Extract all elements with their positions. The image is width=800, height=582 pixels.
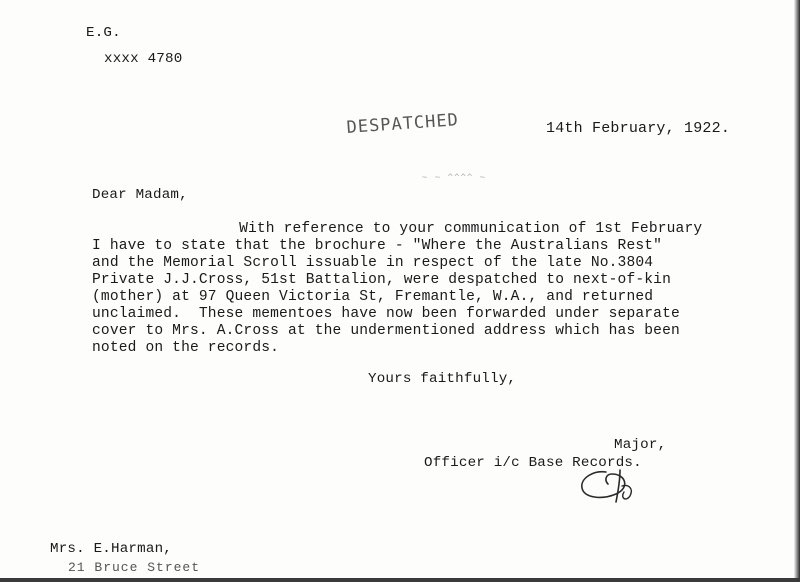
signatory-title: Officer i/c Base Records. — [424, 455, 642, 471]
despatched-stamp: DESPATCHED — [346, 110, 460, 138]
scan-edge-bottom — [0, 578, 800, 582]
closing: Yours faithfully, — [368, 371, 517, 387]
signatory-rank: Major, — [614, 437, 667, 453]
body-line: I have to state that the brochure - "Where the Australians Rest" — [92, 238, 663, 254]
body-line: Private J.J.Cross, 51st Battalion, were despatched to next-of-kin — [92, 272, 671, 288]
body-line: With reference to your communication of 1st February — [150, 221, 703, 237]
letter-date: 14th February, 1922. — [546, 120, 731, 137]
body-line: cover to Mrs. A.Cross at the undermentioned address which has been — [92, 323, 680, 339]
body-line: noted on the records. — [92, 340, 280, 356]
scan-edge-right — [794, 0, 800, 582]
reference-code: E.G. — [86, 25, 121, 41]
body-line: unclaimed. These mementoes have now been forwarded under separate — [92, 306, 680, 322]
salutation: Dear Madam, — [92, 187, 188, 203]
file-number: xxxx 4780 — [104, 51, 183, 67]
body-line: and the Memorial Scroll issuable in respect of the late No.3804 — [92, 255, 654, 271]
handwritten-signature — [576, 466, 646, 506]
addressee-street-cutoff: 21 Bruce Street — [68, 560, 201, 575]
faint-stamp-mark: ~ ~ ^^^^ ~ — [422, 173, 487, 183]
addressee-name: Mrs. E.Harman, — [50, 541, 172, 557]
body-line: (mother) at 97 Queen Victoria St, Fremantle, W.A., and returned — [92, 289, 654, 305]
